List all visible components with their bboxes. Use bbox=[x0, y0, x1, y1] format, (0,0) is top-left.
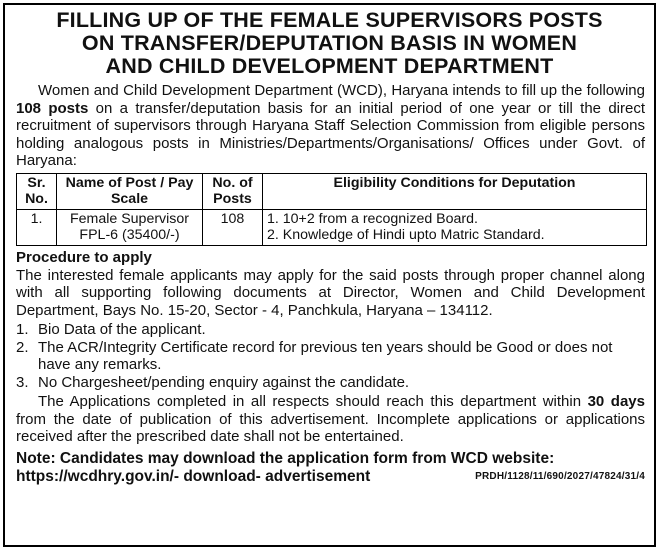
note-section bbox=[16, 450, 645, 486]
cell-no-of-posts: 108 bbox=[203, 209, 263, 245]
cell-eligibility bbox=[263, 209, 647, 245]
header-no-of-posts: No. of Posts bbox=[203, 173, 263, 209]
cell-post-name: Female Supervisor FPL-6 (35400/-) bbox=[57, 209, 203, 245]
documents-list bbox=[16, 321, 645, 391]
list-item-text: No Chargesheet/pending enquiry against the candidate. bbox=[38, 373, 410, 391]
reference-number: PRDH/1128/11/690/2027/47824/31/4 bbox=[475, 470, 645, 482]
eligibility-condition: 2. Knowledge of Hindi upto Matric Standard. bbox=[267, 227, 545, 243]
title-line-1: FILLING UP OF THE FEMALE SUPERVISORS POSTS bbox=[56, 8, 603, 32]
closing-text-2: from the date of publication of this advertisement. Incomplete applications or applications received after the prescribed date shall not be entertained. bbox=[16, 410, 645, 445]
posts-table bbox=[16, 173, 647, 246]
intro-paragraph bbox=[16, 82, 645, 170]
list-item-text: The ACR/Integrity Certificate record for previous ten years should be Good or does not have any remarks. bbox=[38, 338, 613, 373]
procedure-heading: Procedure to apply bbox=[16, 248, 152, 266]
closing-paragraph bbox=[16, 393, 645, 446]
advertisement bbox=[3, 3, 656, 547]
header-sr-no: Sr. No. bbox=[17, 173, 57, 209]
header-eligibility: Eligibility Conditions for Deputation bbox=[263, 173, 647, 209]
advertisement-title bbox=[5, 9, 654, 78]
closing-deadline: 30 days bbox=[587, 393, 645, 410]
table-row bbox=[17, 209, 647, 245]
list-item-number: 1. bbox=[16, 321, 29, 338]
note-row bbox=[16, 468, 645, 486]
eligibility-condition: 1. 10+2 from a recognized Board. bbox=[267, 210, 478, 227]
intro-posts-count: 108 posts bbox=[16, 99, 89, 117]
intro-text-2: on a transfer/deputation basis for an initial period of one year or till the direct recruitment of supervisors through Haryana Staff Selection Commission from eligible persons holding analogous posts in Ministries/Departments/Organisations/ Offices under Govt. of Haryana: bbox=[16, 99, 645, 169]
header-post-name: Name of Post / Pay Scale bbox=[57, 173, 203, 209]
closing-text-1: The Applications completed in all respects should reach this department within bbox=[38, 393, 588, 410]
list-item bbox=[16, 321, 645, 339]
note-line-1: Note: Candidates may download the application form from WCD website: bbox=[16, 449, 555, 467]
procedure-text: The interested female applicants may apply for the said posts through proper channel along with all supporting following documents at Director, Women and Child Development Department, Bays No. 15-20, Sector - 4, Panchkula, Haryana – 134112. bbox=[16, 266, 645, 319]
list-item bbox=[16, 374, 645, 392]
website-link[interactable]: https://wcdhry.gov.in/- download- advertisement bbox=[16, 467, 371, 485]
table-header-row bbox=[17, 173, 647, 209]
list-item bbox=[16, 339, 645, 374]
list-item-text: Bio Data of the applicant. bbox=[38, 321, 206, 338]
list-item-number: 3. bbox=[16, 373, 29, 391]
list-item-number: 2. bbox=[16, 338, 29, 356]
cell-sr-no: 1. bbox=[17, 209, 57, 245]
title-line-3: AND CHILD DEVELOPMENT DEPARTMENT bbox=[105, 54, 554, 78]
intro-text-1: Women and Child Development Department (WCD), Haryana intends to fill up the following bbox=[38, 82, 645, 99]
title-line-2: ON TRANSFER/DEPUTATION BASIS IN WOMEN bbox=[81, 31, 578, 55]
